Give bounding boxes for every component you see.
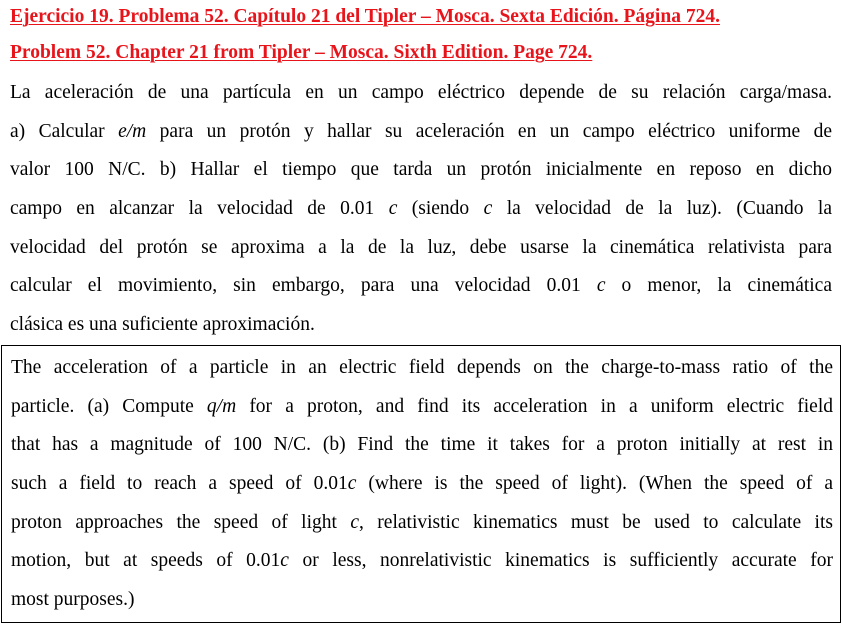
english-line-6: motion, but at speeds of 0.01c or less, nonrelativistic kinematics is sufficiently accurate for <box>11 550 833 572</box>
heading-english: Problem 52. Chapter 21 from Tipler – Mosca. Sixth Edition. Page 724. <box>10 42 593 63</box>
spanish-line-4: campo en alcanzar la velocidad de 0.01 c (siendo c la velocidad de la luz). (Cuando la <box>10 198 832 220</box>
english-line-2: particle. (a) Compute q/m for a proton, and find its acceleration in a uniform electric field <box>11 395 833 417</box>
english-problem-statement <box>11 349 833 620</box>
english-line-1: The acceleration of a particle in an electric field depends on the charge-to-mass ratio of the <box>11 357 833 378</box>
spanish-line-6: calcular el movimiento, sin embargo, para una velocidad 0.01 c o menor, la cinemática <box>10 275 832 297</box>
english-line-4: such a field to reach a speed of 0.01c (where is the speed of light). (When the speed of a <box>11 473 833 495</box>
q-over-m: q/m <box>206 395 237 417</box>
spanish-problem-statement <box>10 74 832 345</box>
english-line-5: proton approaches the speed of light c, relativistic kinematics must be used to calculate its <box>11 511 833 533</box>
english-line-7: most purposes.) <box>11 589 135 611</box>
spanish-line-7: clásica es una suficiente aproximación. <box>10 314 315 336</box>
spanish-line-5: velocidad del protón se aproxima a la de la luz, debe usarse la cinemática relativista para <box>10 236 832 258</box>
e-over-m: e/m <box>118 120 147 142</box>
spanish-line-1: La aceleración de una partícula en un campo eléctrico depende de su relación carga/masa. <box>10 82 832 103</box>
heading-spanish: Ejercicio 19. Problema 52. Capítulo 21 del Tipler – Mosca. Sexta Edición. Página 724. <box>10 6 720 27</box>
english-problem-box <box>1 345 841 623</box>
english-line-3: that has a magnitude of 100 N/C. (b) Find the time it takes for a proton initially at rest in <box>11 434 833 456</box>
spanish-line-2: a) Calcular e/m para un protón y hallar su aceleración en un campo eléctrico uniforme de <box>10 120 832 142</box>
spanish-line-3: valor 100 N/C. b) Hallar el tiempo que tarda un protón inicialmente en reposo en dicho <box>10 159 832 181</box>
